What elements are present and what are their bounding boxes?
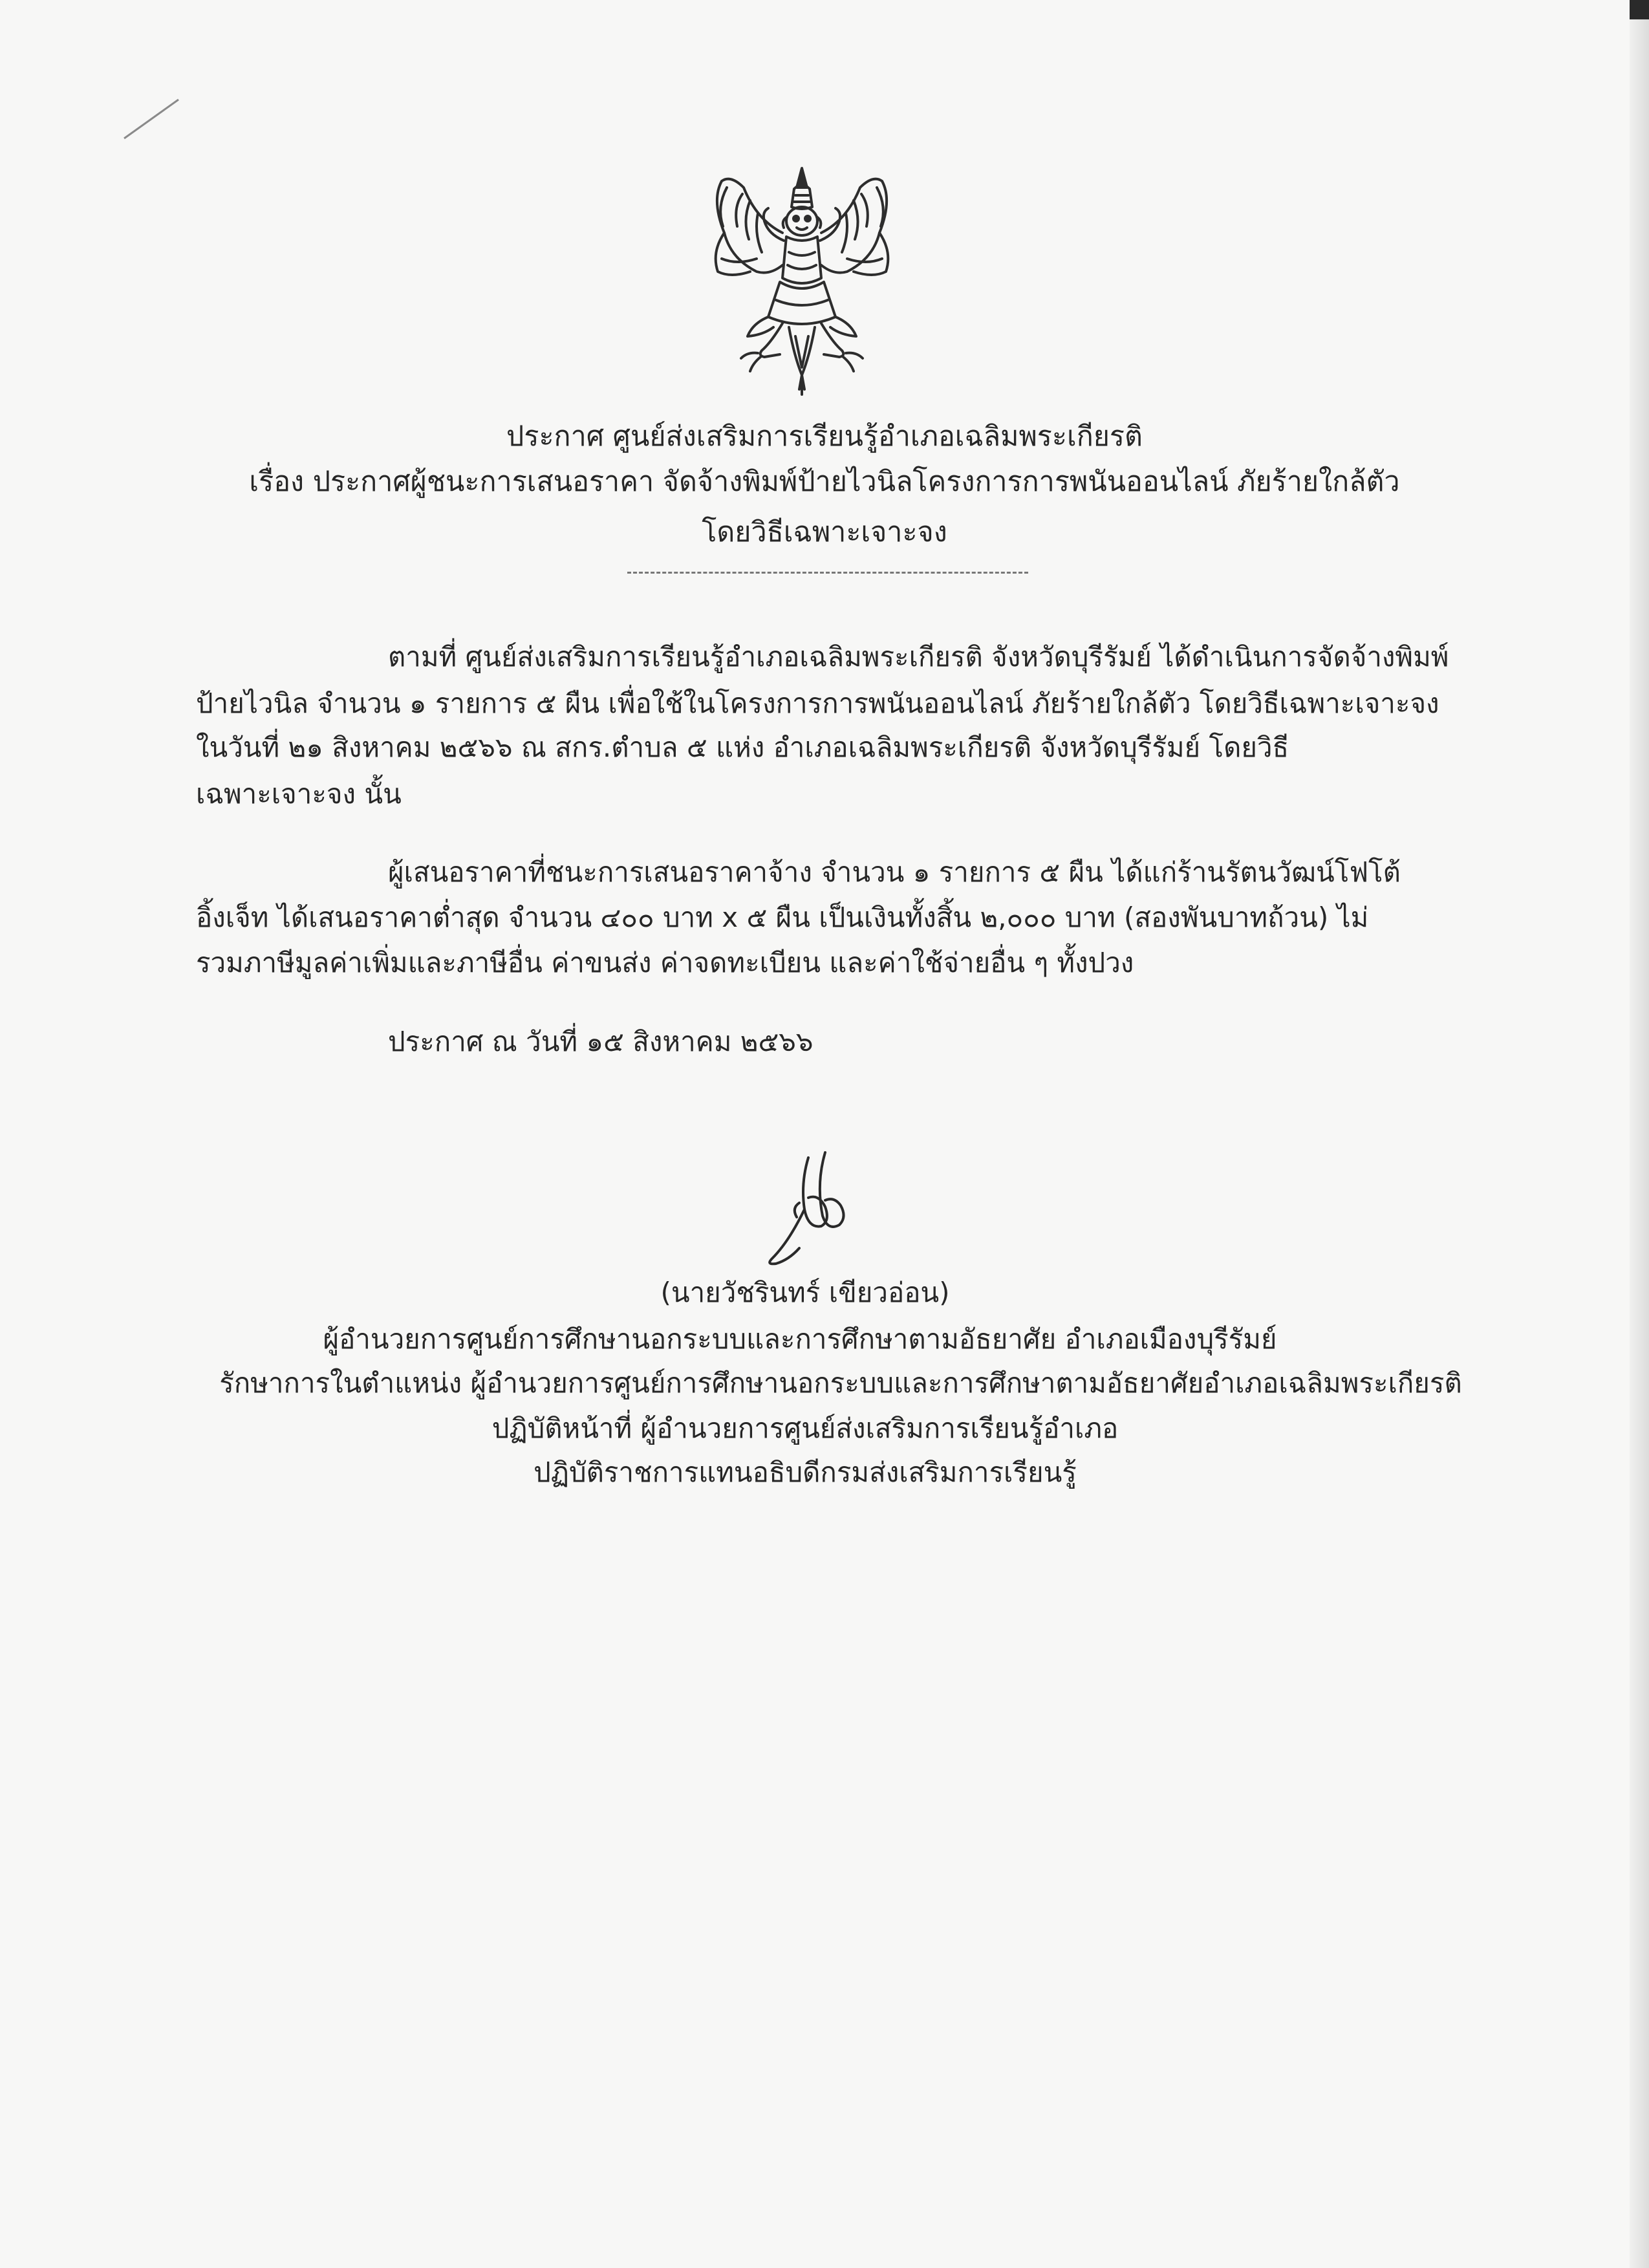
announcement-title: ประกาศ ศูนย์ส่งเสริมการเรียนรู้อำเภอเฉลิมพระเกียรติ	[506, 420, 1143, 453]
announcement-method: โดยวิธีเฉพาะเจาะจง	[702, 516, 947, 548]
signer-position-4: ปฏิบัติราชการแทนอธิบดีกรมส่งเสริมการเรียนรู้	[534, 1456, 1077, 1488]
paragraph-2-line-2: อิ้งเจ็ท ได้เสนอราคาต่ำสุด จำนวน ๔๐๐ บาท x ๕ ผืน เป็นเงินทั้งสิ้น ๒,๐๐๐ บาท (สองพันบาทถ้วน) ไม่	[196, 902, 1369, 933]
paragraph-1-line-4: เฉพาะเจาะจง นั้น	[196, 778, 402, 810]
signer-name: (นายวัชรินทร์ เขียวอ่อน)	[660, 1277, 950, 1308]
handwritten-signature-icon	[763, 1145, 867, 1268]
header-divider	[627, 572, 1028, 574]
paragraph-2-line-3: รวมภาษีมูลค่าเพิ่มและภาษีอื่น ค่าขนส่ง ค่าจดทะเบียน และค่าใช้จ่ายอื่น ๆ ทั้งปวง	[196, 947, 1134, 978]
signer-position-1: ผู้อำนวยการศูนย์การศึกษานอกระบบและการศึกษาตามอัธยาศัย อำเภอเมืองบุรีรัมย์	[323, 1323, 1277, 1355]
pen-mark	[123, 97, 188, 142]
paragraph-1-line-1: ตามที่ ศูนย์ส่งเสริมการเรียนรู้อำเภอเฉลิมพระเกียรติ จังหวัดบุรีรัมย์ ได้ดำเนินการจัดจ้างพิมพ์	[388, 641, 1449, 673]
scan-edge	[1630, 0, 1649, 2268]
scan-corner-mark	[1630, 0, 1649, 19]
announcement-subject: เรื่อง ประกาศผู้ชนะการเสนอราคา จัดจ้างพิมพ์ป้ายไวนิลโครงการการพนันออนไลน์ ภัยร้ายใกล้ตัว	[249, 466, 1400, 498]
announce-date: ประกาศ ณ วันที่ ๑๕ สิงหาคม ๒๕๖๖	[388, 1026, 814, 1057]
paragraph-1-line-2: ป้ายไวนิล จำนวน ๑ รายการ ๕ ผืน เพื่อใช้ในโครงการการพนันออนไลน์ ภัยร้ายใกล้ตัว โดยวิธีเฉพาะเจาะจง	[196, 687, 1439, 719]
paragraph-2-line-1: ผู้เสนอราคาที่ชนะการเสนอราคาจ้าง จำนวน ๑ รายการ ๕ ผืน ได้แก่ร้านรัตนวัฒน์โฟโต้	[388, 856, 1401, 888]
paragraph-1-line-3: ในวันที่ ๒๑ สิงหาคม ๒๕๖๖ ณ สกร.ตำบล ๕ แห่ง อำเภอเฉลิมพระเกียรติ จังหวัดบุรีรัมย์ โดยวิธี	[196, 731, 1289, 763]
signer-position-3: ปฏิบัติหน้าที่ ผู้อำนวยการศูนย์ส่งเสริมการเรียนรู้อำเภอ	[491, 1412, 1119, 1444]
garuda-emblem-icon	[685, 162, 918, 401]
signer-position-2: รักษาการในตำแหน่ง ผู้อำนวยการศูนย์การศึกษานอกระบบและการศึกษาตามอัธยาศัยอำเภอเฉลิมพระเกียรติ	[219, 1367, 1462, 1399]
